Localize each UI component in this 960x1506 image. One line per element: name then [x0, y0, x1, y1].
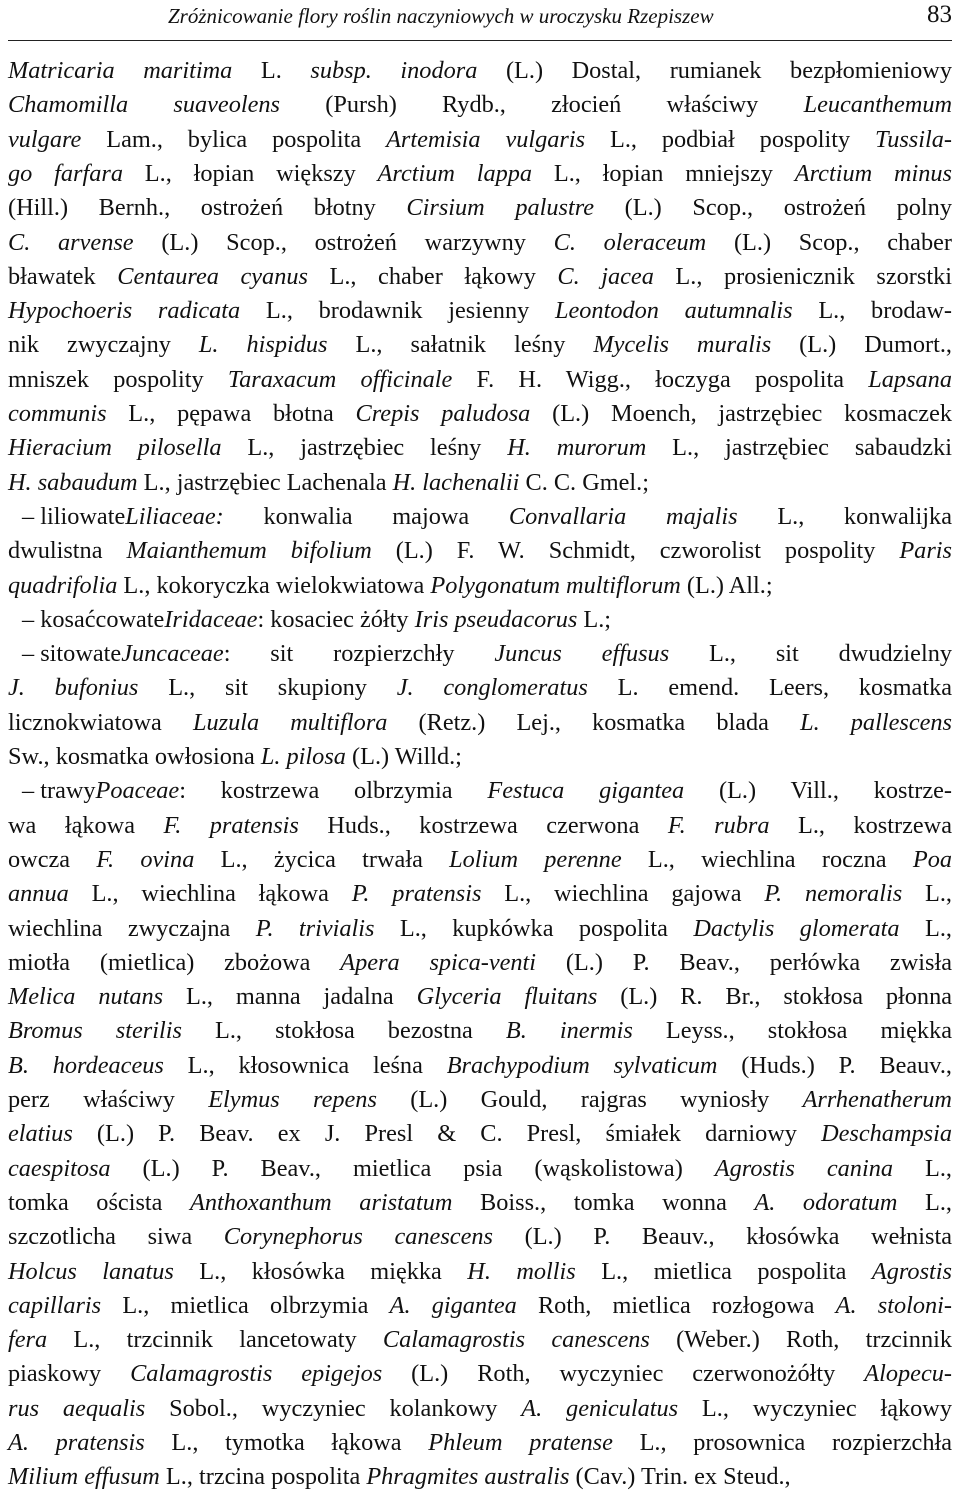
taxon-name: subsp. inodora — [310, 57, 478, 84]
text-line — [8, 1289, 952, 1323]
text-run: : kosaciec żółty — [257, 605, 415, 633]
text-line — [8, 1014, 952, 1048]
text-run: (Weber.) Roth, trzcinnik — [649, 1326, 952, 1354]
text-run: L., — [899, 914, 952, 942]
text-run: L., mietlica pospolita — [575, 1257, 872, 1285]
taxon-name: P. nemoralis — [764, 880, 903, 908]
text-run: L. emend. Leers, kosmatka — [587, 674, 953, 702]
taxon-name: Artemisia vulgaris — [386, 125, 586, 153]
text-line — [8, 740, 952, 774]
taxon-name: H. sabaudum — [8, 468, 138, 496]
text-run: L., kupkówka pospolita — [374, 914, 694, 942]
taxon-name: Brachypodium sylvaticum — [446, 1051, 718, 1079]
text-line — [8, 809, 952, 843]
text-line — [8, 534, 952, 568]
taxon-name: Crepis paludosa — [355, 400, 531, 427]
text-line — [8, 1426, 952, 1460]
taxon-name: Leontodon autumnalis — [554, 297, 793, 325]
document-page — [8, 0, 952, 1506]
taxon-name: A. odoratum — [754, 1188, 898, 1216]
text-run: tomka oścista — [8, 1188, 191, 1216]
text-run: Sw., kosmatka owłosiona — [8, 743, 261, 770]
text-line — [8, 774, 952, 808]
text-run: szczotlicha siwa — [8, 1223, 224, 1251]
text-run: wa łąkowa — [8, 811, 164, 839]
taxon-name: Arctium minus — [794, 159, 952, 187]
text-run: L., życica trwała — [194, 845, 450, 873]
taxon-name: Leucanthemum — [803, 91, 953, 119]
text-line — [8, 1152, 952, 1186]
taxon-name: H. murorum — [507, 434, 647, 462]
text-line — [8, 260, 952, 294]
taxon-name: Juncaceae — [121, 640, 224, 668]
text-run: L., chaber łąkowy — [307, 262, 558, 290]
text-line — [8, 877, 952, 911]
running-header — [8, 0, 952, 41]
text-run: (L.) Vill., kostrze- — [684, 777, 953, 805]
taxon-name: annua — [8, 880, 69, 908]
running-title: Zróżnicowanie flory roślin naczyniowych w uroczysku Rzepiszew — [168, 4, 714, 28]
text-run: – liliowate — [22, 502, 126, 530]
text-run: L., jastrzębiec Lachenala — [137, 468, 393, 496]
taxon-name: Taraxacum officinale — [227, 365, 453, 393]
taxon-name: F. rubra — [667, 811, 770, 839]
text-run: Sobol., wyczyniec kolankowy — [145, 1394, 522, 1422]
taxon-name: Phleum pratense — [428, 1429, 613, 1456]
text-run: L., tymotka łąkowa — [144, 1429, 429, 1456]
taxon-name: fera — [8, 1326, 48, 1354]
text-run: licznokwiatowa — [8, 708, 193, 736]
taxon-name: H. mollis — [467, 1257, 576, 1285]
text-line — [8, 1049, 952, 1083]
text-run: L., kostrzewa — [769, 811, 952, 839]
taxon-name: Poaceae — [95, 777, 180, 805]
text-run: L., prosienicznik szorstki — [653, 262, 952, 290]
taxon-name: P. trivialis — [255, 914, 375, 942]
taxon-name: Hypochoeris radicata — [8, 297, 241, 325]
taxon-name: L. hispidus — [198, 331, 328, 359]
text-run: L., konwalijka — [737, 502, 952, 530]
taxon-name: Paris — [899, 537, 952, 565]
text-run: bławatek — [8, 262, 118, 290]
taxon-name: Iris pseudacorus — [414, 605, 578, 633]
taxon-name: Luzula multiflora — [192, 708, 388, 736]
text-run: (L.) All.; — [680, 571, 773, 599]
taxon-name: Polygonatum multiflorum — [430, 571, 681, 599]
taxon-name: C. arvense — [8, 228, 134, 256]
taxon-name: L. pilosa — [260, 743, 346, 770]
text-line — [8, 500, 952, 534]
taxon-name: A. gigantea — [389, 1291, 517, 1319]
text-line — [8, 1323, 952, 1357]
text-line — [8, 706, 952, 740]
text-run: L., wiechlina łąkowa — [68, 880, 352, 908]
taxon-name: Bromus sterilis — [8, 1017, 182, 1045]
text-line — [8, 671, 952, 705]
text-run: C. C. Gmel.; — [519, 468, 650, 496]
taxon-name: communis — [8, 400, 107, 427]
text-run: wiechlina zwyczajna — [8, 914, 256, 942]
taxon-name: Maianthemum bifolium — [126, 537, 372, 565]
taxon-name: Agrostis — [871, 1257, 952, 1285]
text-run: Leyss., stokłosa miękka — [632, 1017, 953, 1045]
text-run: (Retz.) Lej., kosmatka blada — [387, 708, 801, 736]
text-run: (L.) Dostal, rumianek bezpłomieniowy — [477, 57, 952, 84]
text-run: L., — [902, 880, 952, 908]
text-run: Boiss., tomka wonna — [452, 1188, 755, 1216]
text-run: konwalia majowa — [223, 502, 509, 530]
text-run: (L.) R. Br., stokłosa płonna — [597, 983, 953, 1011]
taxon-name: Corynephorus canescens — [223, 1223, 493, 1251]
page-number: 83 — [927, 1, 952, 28]
taxon-name: C. oleraceum — [553, 228, 707, 256]
text-line — [8, 431, 952, 465]
text-line — [8, 1117, 952, 1151]
taxon-name: Centaurea cyanus — [117, 262, 308, 290]
text-line — [8, 1255, 952, 1289]
taxon-name: Cirsium palustre — [406, 194, 595, 222]
text-line — [8, 946, 952, 980]
text-run: L., jastrzębiec sabaudzki — [646, 434, 952, 462]
text-run: L., mietlica olbrzymia — [101, 1291, 390, 1319]
text-run: (Pursh) Rydb., złocień właściwy — [280, 91, 804, 119]
text-run: (Huds.) P. Beauv., — [717, 1051, 953, 1079]
text-line — [8, 157, 952, 191]
text-run: (L.) Dumort., — [771, 331, 952, 359]
taxon-name: Anthoxanthum aristatum — [190, 1188, 453, 1216]
taxon-name: H. lachenalii — [392, 468, 520, 496]
taxon-name: Arrhenatherum — [802, 1086, 952, 1113]
text-line — [8, 1357, 952, 1391]
text-line — [8, 123, 952, 157]
taxon-name: Festuca gigantea — [487, 777, 685, 805]
text-run: L., kokoryczka wielokwiatowa — [117, 571, 431, 599]
text-line — [8, 1186, 952, 1220]
taxon-name: Lolium perenne — [449, 845, 622, 873]
taxon-name: P. pratensis — [351, 880, 482, 908]
taxon-name: Milium effusum — [8, 1463, 160, 1491]
taxon-name: Hieracium pilosella — [8, 434, 222, 462]
text-line — [8, 1220, 952, 1254]
taxon-name: Lapsana — [868, 365, 952, 393]
text-run: L., manna jadalna — [163, 983, 417, 1011]
text-run: perz właściwy — [8, 1086, 209, 1113]
text-run: : kostrzewa olbrzymia — [179, 777, 488, 805]
taxon-name: Dactylis glomerata — [693, 914, 900, 942]
text-run: (L.) F. W. Schmidt, czworolist pospolity — [371, 537, 900, 565]
text-run: (L.) P. Beav., mietlica psia (wąskolistowa) — [110, 1154, 715, 1182]
text-line — [8, 1083, 952, 1117]
taxon-name: Holcus lanatus — [8, 1257, 174, 1285]
text-run: (L.) Scop., ostrożeń warzywny — [133, 228, 554, 256]
taxon-name: Tussila- — [875, 125, 952, 153]
taxon-name: caespitosa — [8, 1154, 111, 1182]
text-line — [8, 294, 952, 328]
taxon-name: Glyceria fluitans — [416, 983, 598, 1011]
text-run: L., trzcinnik lancetowaty — [47, 1326, 383, 1354]
taxon-name: go farfara — [8, 159, 123, 187]
text-line — [8, 328, 952, 362]
text-run: – trawy — [22, 777, 96, 805]
taxon-name: Apera spica-venti — [340, 948, 537, 976]
text-run: Roth, mietlica rozłogowa — [516, 1291, 836, 1319]
text-run: L., pępawa błotna — [106, 400, 356, 427]
taxon-name: Arctium lappa — [377, 159, 533, 187]
text-run: L., wiechlina roczna — [621, 845, 913, 873]
text-run: : sit rozpierzchły — [223, 640, 495, 668]
text-run: L., sit dwudzielny — [669, 640, 952, 668]
taxon-name: Phragmites australis — [366, 1463, 570, 1491]
text-line — [8, 1392, 952, 1426]
text-run: L., — [893, 1154, 952, 1182]
taxon-name: vulgare — [8, 125, 82, 153]
taxon-name: Chamomilla suaveolens — [8, 91, 281, 119]
text-run: L., sit skupiony — [138, 674, 397, 702]
taxon-name: Deschampsia — [821, 1120, 952, 1148]
text-line — [8, 843, 952, 877]
text-run: L., łopian mniejszy — [532, 159, 795, 187]
text-run: L., kłosownica leśna — [163, 1051, 447, 1079]
taxon-name: Calamagrostis canescens — [382, 1326, 650, 1354]
text-line — [8, 912, 952, 946]
text-line — [8, 1460, 952, 1494]
text-run: nik zwyczajny — [8, 331, 199, 359]
taxon-name: L. pallescens — [800, 708, 952, 736]
text-line — [8, 54, 952, 88]
text-run: (L.) P. Beav., perłówka zwisła — [536, 948, 952, 976]
taxon-name: Calamagrostis epigejos — [130, 1360, 383, 1388]
text-line — [8, 191, 952, 225]
text-line — [8, 363, 952, 397]
text-line — [8, 603, 952, 637]
taxon-name: Agrostis canina — [714, 1154, 893, 1182]
text-run: (L.) Moench, jastrzębiec kosmaczek — [530, 400, 953, 427]
text-run: L., sałatnik leśny — [327, 331, 594, 359]
text-run: (L.) P. Beav. ex J. Presl & C. Presl, śmiałek darniowy — [72, 1120, 822, 1148]
text-run: L., trzcina pospolita — [159, 1463, 367, 1491]
taxon-name: Matricaria maritima — [8, 57, 233, 84]
text-line — [8, 569, 952, 603]
text-run: (Cav.) Trin. ex Steud., — [569, 1463, 791, 1491]
text-run: (L.) Willd.; — [345, 743, 462, 770]
text-run: L., podbiał pospolity — [585, 125, 876, 153]
taxon-name: A. pratensis — [8, 1429, 145, 1456]
text-run: L., jastrzębiec leśny — [221, 434, 508, 462]
taxon-name: C. jacea — [557, 262, 654, 290]
text-line — [8, 88, 952, 122]
taxon-name: Iridaceae — [164, 605, 258, 633]
text-line — [8, 397, 952, 431]
text-run: L. — [232, 57, 311, 84]
text-line — [8, 980, 952, 1014]
text-run: (L.) P. Beauv., kłosówka wełnista — [492, 1223, 952, 1251]
text-run: L., — [897, 1188, 952, 1216]
text-run: (L.) Scop., ostrożeń polny — [594, 194, 952, 222]
text-run: F. H. Wigg., łoczyga pospolita — [452, 365, 869, 393]
taxon-name: Alopecu- — [864, 1360, 952, 1388]
taxon-name: Juncus effusus — [494, 640, 670, 668]
taxon-name: A. geniculatus — [521, 1394, 679, 1422]
text-run: – sitowate — [22, 640, 122, 668]
text-run: mniszek pospolity — [8, 365, 228, 393]
text-run: owcza — [8, 845, 97, 873]
taxon-name: J. bufonius — [8, 674, 139, 702]
text-run: (L.) Roth, wyczyniec czerwonożółty — [382, 1360, 865, 1388]
text-run: dwulistna — [8, 537, 127, 565]
taxon-name: Elymus repens — [208, 1086, 377, 1113]
taxon-name: elatius — [8, 1120, 73, 1148]
text-run: L., brodaw- — [792, 297, 953, 325]
taxon-name: rus aequalis — [8, 1394, 146, 1422]
taxon-name: Melica nutans — [8, 983, 164, 1011]
text-run: miotła (mietlica) zbożowa — [8, 948, 341, 976]
text-run: (Hill.) Bernh., ostrożeń błotny — [8, 194, 407, 222]
taxon-name: F. ovina — [96, 845, 195, 873]
text-run: L.; — [577, 605, 612, 633]
taxon-name: B. hordeaceus — [8, 1051, 164, 1079]
taxon-name: F. pratensis — [163, 811, 299, 839]
text-run: L., wiechlina gajowa — [481, 880, 765, 908]
text-run: L., prosownica rozpierzchła — [612, 1429, 953, 1456]
taxon-name: Mycelis muralis — [593, 331, 772, 359]
text-run: L., brodawnik jesienny — [240, 297, 555, 325]
taxon-name: quadrifolia — [8, 571, 118, 599]
text-run: (L.) Gould, rajgras wyniosły — [376, 1086, 803, 1113]
taxon-name: Liliaceae: — [125, 502, 224, 530]
text-run: piaskowy — [8, 1360, 131, 1388]
taxon-name: A. stoloni- — [835, 1291, 952, 1319]
taxon-name: B. inermis — [505, 1017, 633, 1045]
text-run: L., stokłosa bezostna — [181, 1017, 506, 1045]
text-run: Huds., kostrzewa czerwona — [298, 811, 668, 839]
text-run: L., kłosówka miękka — [173, 1257, 468, 1285]
text-line — [8, 466, 952, 500]
taxon-name: capillaris — [8, 1291, 102, 1319]
text-run: L., wyczyniec łąkowy — [678, 1394, 952, 1422]
text-run: (L.) Scop., chaber — [706, 228, 952, 256]
text-run: – kosaćcowate — [22, 605, 165, 633]
text-line — [8, 637, 952, 671]
taxon-name: Convallaria majalis — [508, 502, 738, 530]
taxon-name: Poa — [912, 845, 952, 873]
text-run: Lam., bylica pospolita — [81, 125, 387, 153]
text-line — [8, 226, 952, 260]
taxon-name: J. conglomeratus — [396, 674, 588, 702]
text-run: L., łopian większy — [122, 159, 378, 187]
